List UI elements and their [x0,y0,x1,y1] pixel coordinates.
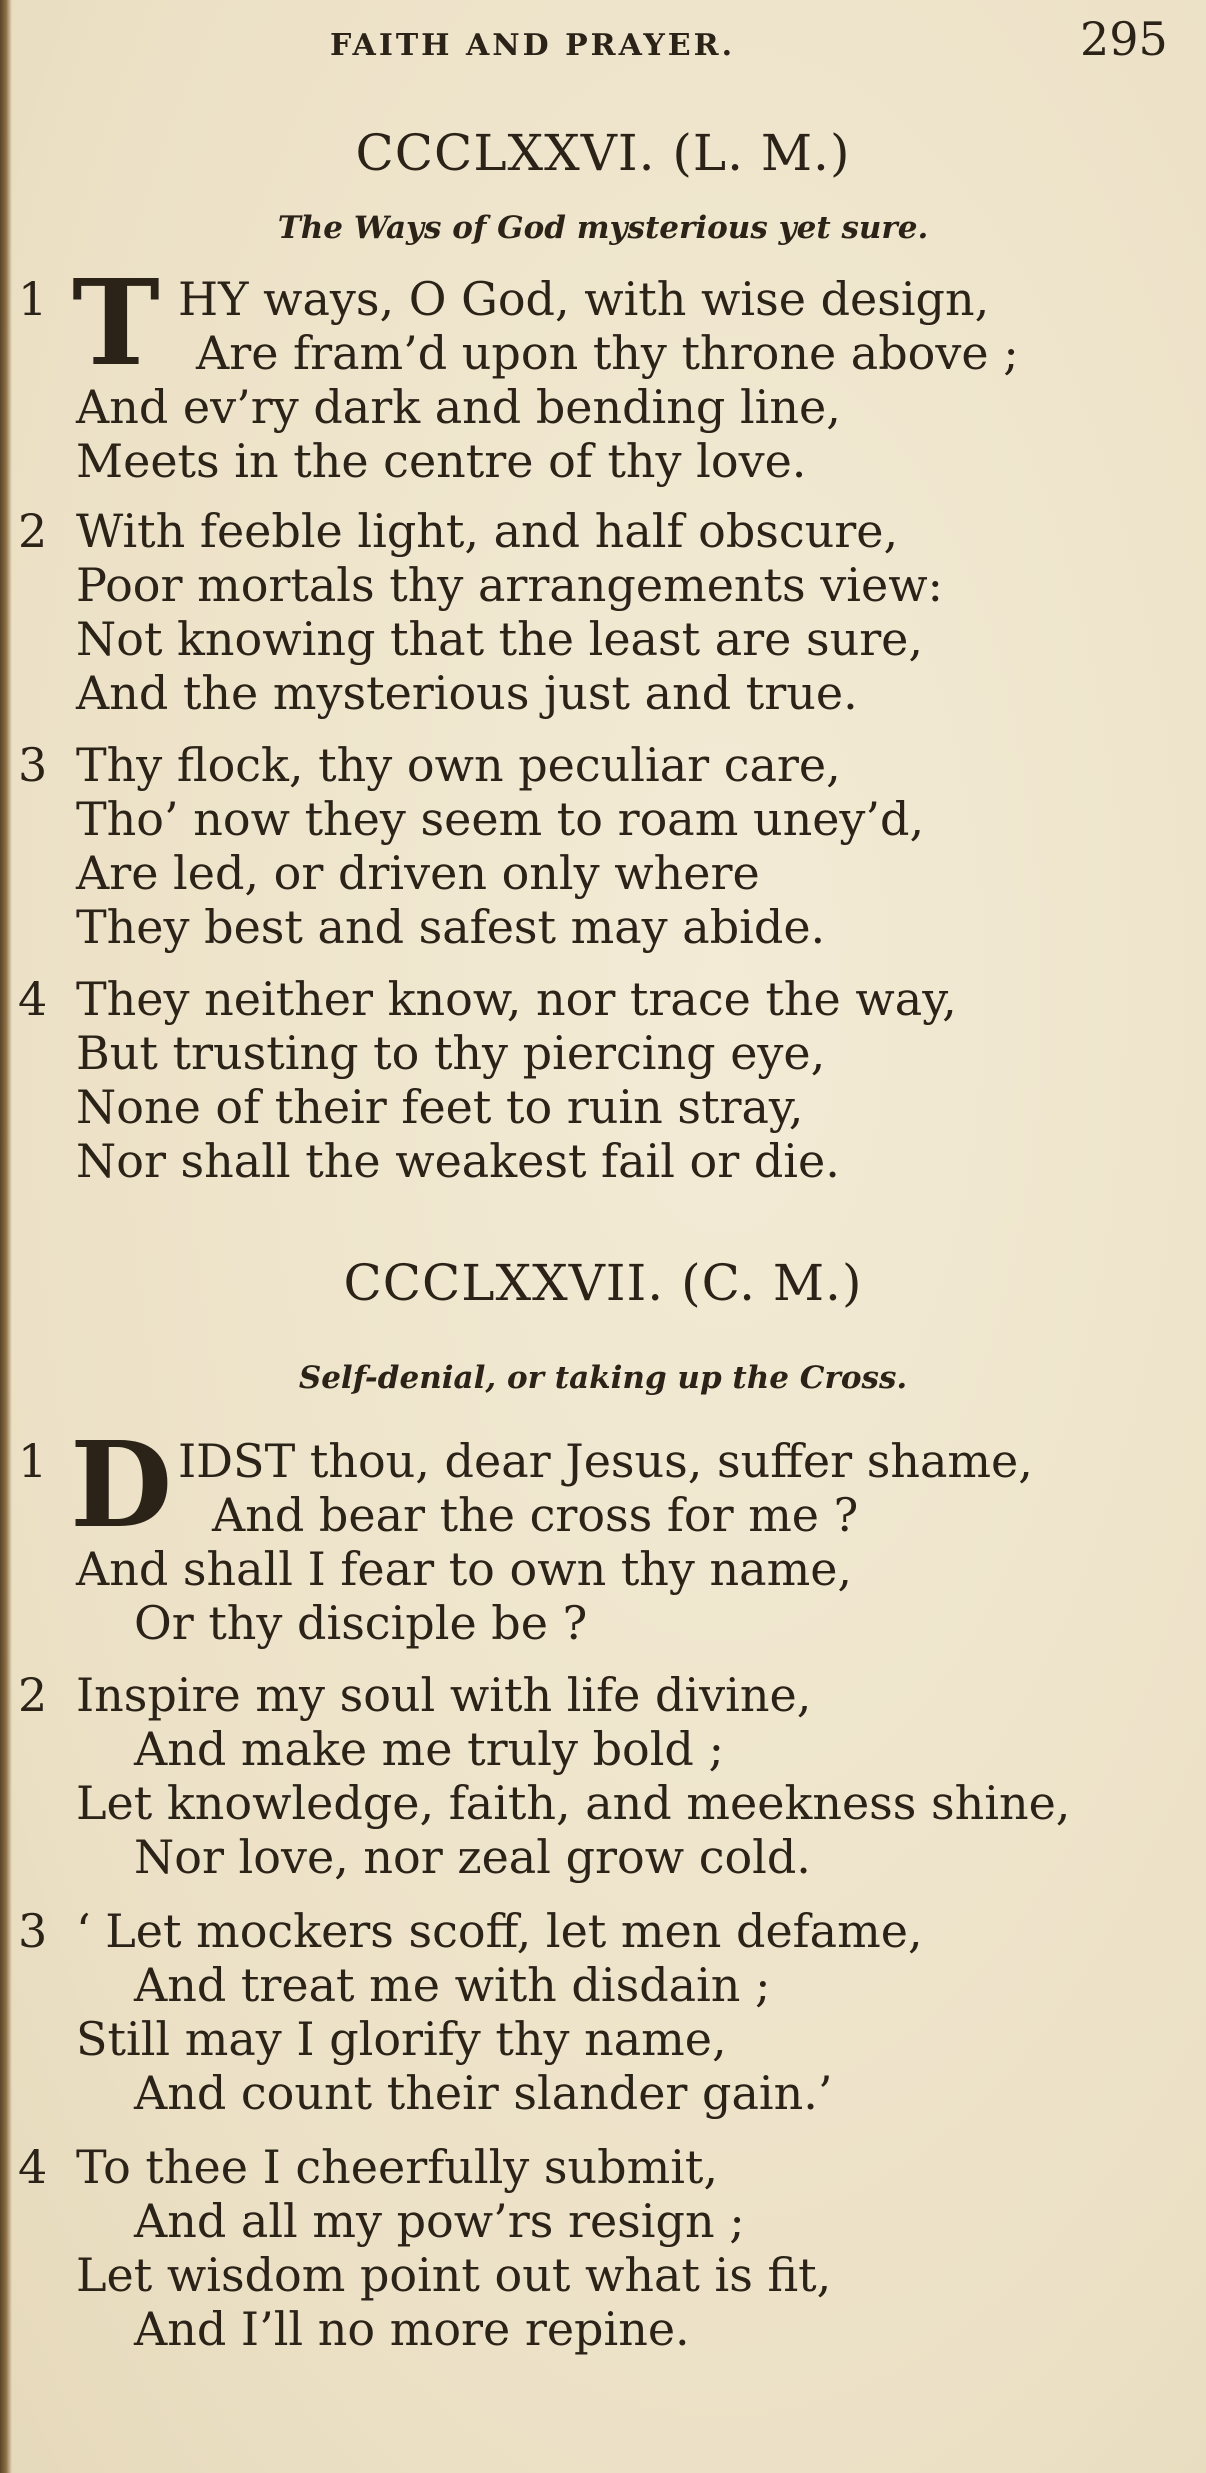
verse-line: But trusting to thy piercing eye, [76,1026,826,1080]
verse-line: And ev’ry dark and bending line, [76,380,841,434]
verse-line: None of their feet to ruin stray, [76,1080,804,1134]
verse-line: Nor shall the weakest fail or die. [76,1134,840,1188]
verse-line: Are led, or driven only where [76,846,760,900]
verse-line: ‘ Let mockers scoff, let men defame, [76,1904,923,1958]
verse-line: And all my pow’rs resign ; [134,2194,745,2248]
verse-line: Not knowing that the least are sure, [76,612,924,666]
verse-line: Thy flock, thy own peculiar care, [76,738,841,792]
verse-line: And bear the cross for me ? [212,1488,859,1542]
verse-line: With feeble light, and half obscure, [76,504,899,558]
verse-line: Poor mortals thy arrangements view: [76,558,944,612]
drop-cap: D [70,1415,173,1554]
verse-line: And I’ll no more repine. [134,2302,690,2356]
verse-line: Are fram’d upon thy throne above ; [196,326,1019,380]
verse-line: And shall I fear to own thy name, [76,1542,853,1596]
stanza-number: 2 [18,504,48,558]
hymn-title: CCCLXXVII. (C. M.) [343,1254,863,1312]
book-spine-edge [0,0,12,2473]
verse-line: To thee I cheerfully submit, [76,2140,719,2194]
verse-line: Let wisdom point out what is fit, [76,2248,832,2302]
stanza-number: 3 [18,738,48,792]
running-head [0,10,1206,70]
hymn-subtitle: Self-denial, or taking up the Cross. [298,1360,908,1396]
verse-line: HY ways, O God, with wise design, [178,272,990,326]
stanza-number: 3 [18,1904,48,1958]
stanza-number: 4 [18,972,48,1026]
verse-line: They best and safest may abide. [76,900,826,954]
verse-line: Let knowledge, faith, and meekness shine, [76,1776,1071,1830]
verse-line: And treat me with disdain ; [134,1958,771,2012]
running-head-title: FAITH AND PRAYER. [330,28,736,63]
verse-line: Or thy disciple be ? [134,1596,588,1650]
verse-line: They neither know, nor trace the way, [76,972,957,1026]
stanza-number: 1 [18,272,48,326]
verse-line: And the mysterious just and true. [76,666,858,720]
verse-line: Tho’ now they seem to roam uney’d, [76,792,925,846]
page-number: 295 [1080,12,1168,66]
stanza-number: 2 [18,1668,48,1722]
hymn-subtitle: The Ways of God mysterious yet sure. [277,210,929,246]
verse-line: Nor love, nor zeal grow cold. [134,1830,811,1884]
stanza-number: 1 [18,1434,48,1488]
verse-line: IDST thou, dear Jesus, suffer shame, [178,1434,1033,1488]
stanza-number: 4 [18,2140,48,2194]
hymn-title: CCCLXXVI. (L. M.) [355,124,851,182]
verse-line: And make me truly bold ; [134,1722,724,1776]
drop-cap: T [72,253,160,392]
verse-line: And count their slander gain.’ [134,2066,833,2120]
verse-line: Still may I glorify thy name, [76,2012,727,2066]
verse-line: Meets in the centre of thy love. [76,434,807,488]
verse-line: Inspire my soul with life divine, [76,1668,812,1722]
